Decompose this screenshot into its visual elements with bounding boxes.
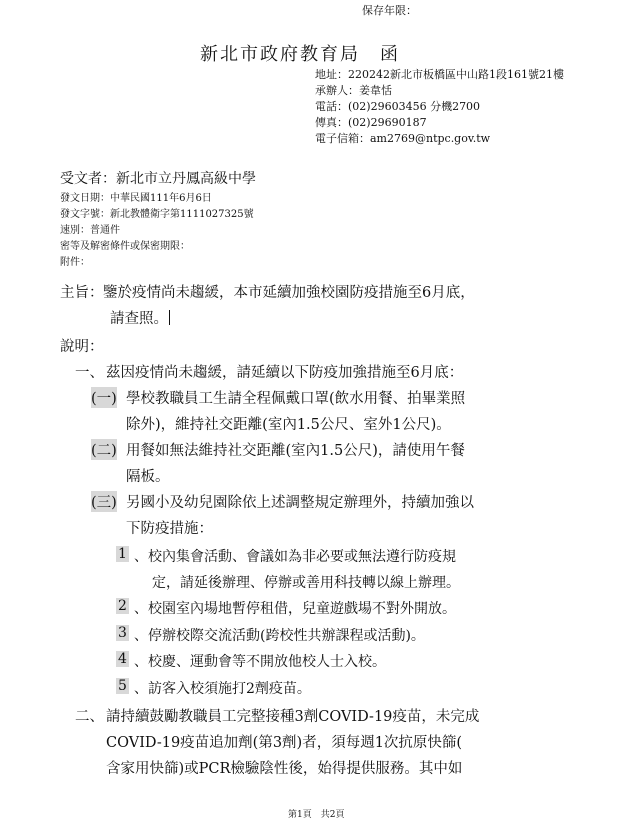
measure-1-line-1: 、校內集會活動、會議如為非必要或無法遵行防疫規 [134, 549, 456, 565]
measure-3-number: 3 [118, 625, 127, 641]
subitem-3-line-1: 另國小及幼兒園除依上述調整規定辦理外，持續加強以 [126, 495, 474, 511]
item-1-text: 茲因疫情尚未趨緩，請延續以下防疫加強措施至6月底： [106, 365, 464, 381]
measure-1-number: 1 [118, 546, 127, 562]
retention-period: 保存年限： [362, 4, 417, 17]
contact-address: 地址：220242新北市板橋區中山路1段161號21樓 [315, 68, 564, 81]
measure-1-line-2: 定，請延後辦理、停辦或善用科技轉以線上辦理。 [152, 575, 460, 591]
subject-label: 主旨： [60, 285, 104, 301]
measure-4-number: 4 [118, 651, 127, 667]
measure-5-line-1: 、訪客入校須施打2劑疫苗。 [134, 681, 311, 697]
speed-class: 速別：普通件 [60, 225, 120, 236]
page-footer: 第1頁 共2頁 [288, 810, 345, 820]
contact-block [315, 67, 564, 147]
subject-line-1: 鑒於疫情尚未趨緩，本市延續加強校園防疫措施至6月底， [103, 285, 475, 301]
attachment: 附件： [60, 257, 90, 268]
subitem-3-number: (三) [91, 491, 117, 512]
contact-phone: 電話：(02)29603456 分機2700 [315, 100, 481, 113]
subitem-2-number: (二) [91, 439, 117, 460]
contact-handler: 承辦人：姜韋恬 [315, 84, 392, 97]
measure-3-line-1: 、停辦校際交流活動(跨校性共辦課程或活動)。 [134, 628, 425, 644]
subitem-2-line-2: 隔板。 [126, 469, 170, 485]
subject-line-2: 請查照。 [110, 311, 168, 327]
measure-2-line-1: 、校園室內場地暫停租借，兒童遊戲場不對外開放。 [134, 601, 456, 617]
sender-title: 新北市政府教育局 函 [200, 44, 400, 65]
subitem-1-line-2: 除外)，維持社交距離(室內1.5公尺、室外1公尺)。 [126, 417, 451, 433]
subitem-3-line-2: 下防疫措施： [126, 521, 213, 537]
measure-2-number: 2 [118, 598, 127, 614]
item-2-line-3: 含家用快篩)或PCR檢驗陰性後，始得提供服務。其中如 [106, 761, 463, 777]
subitem-1-line-1: 學校教職員工生請全程佩戴口罩(飲水用餐、拍畢業照 [126, 391, 466, 407]
item-2-line-1: 請持續鼓勵教職員工完整接種3劑COVID-19疫苗，未完成 [106, 709, 480, 725]
explanation-label: 說明： [60, 339, 104, 355]
subitem-1-number: (一) [91, 387, 117, 408]
text-cursor [169, 310, 170, 325]
measure-5-number: 5 [118, 678, 127, 694]
item-1-number: 一、 [75, 365, 104, 381]
contact-fax: 傳真：(02)29690187 [315, 116, 427, 129]
document-number: 發文字號：新北教體衛字第1111027325號 [60, 209, 254, 220]
item-2-number: 二、 [75, 709, 104, 725]
subitem-2-line-1: 用餐如無法維持社交距離(室內1.5公尺)，請使用午餐 [126, 443, 465, 459]
contact-email: 電子信箱：am2769@ntpc.gov.tw [315, 132, 491, 145]
issue-date: 發文日期：中華民國111年6月6日 [60, 193, 212, 204]
item-2-line-2: COVID-19疫苗追加劑(第3劑)者，須每週1次抗原快篩( [106, 735, 463, 751]
recipient: 受文者：新北市立丹鳳高級中學 [60, 171, 256, 187]
secrecy-level: 密等及解密條件或保密期限： [60, 241, 190, 252]
measure-4-line-1: 、校慶、運動會等不開放他校人士入校。 [134, 654, 386, 670]
meta-block [60, 191, 254, 271]
